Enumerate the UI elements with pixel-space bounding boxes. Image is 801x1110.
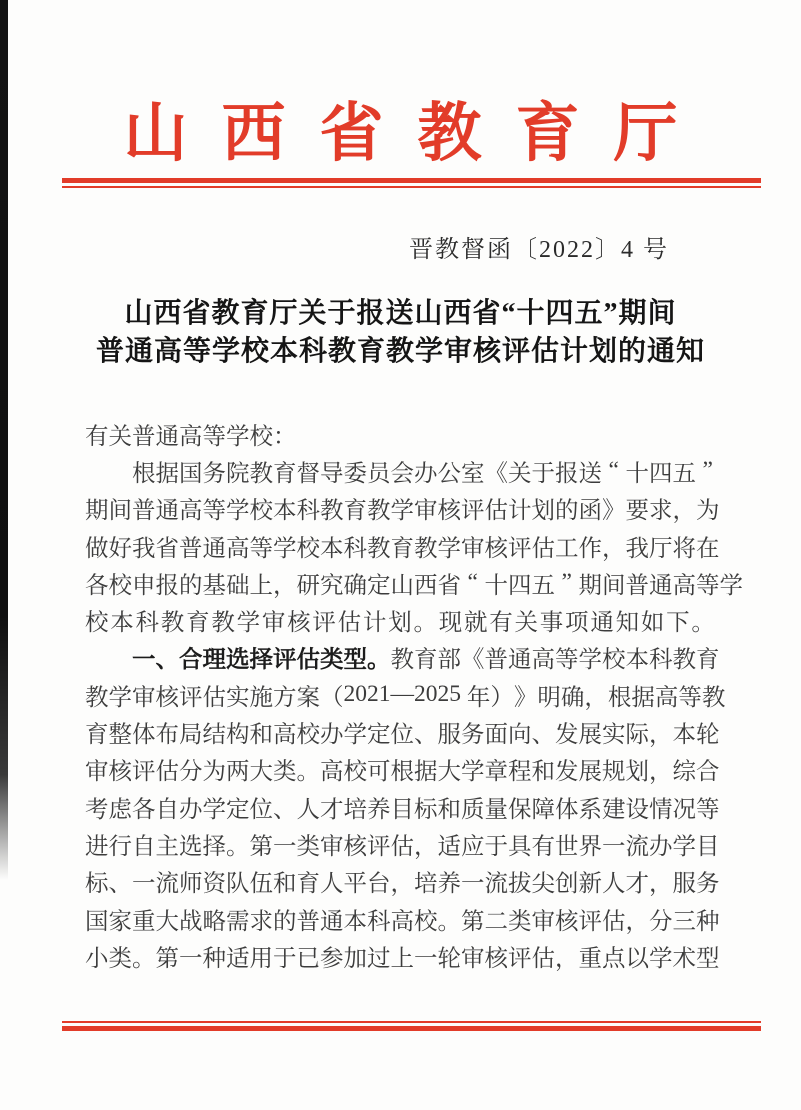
- header-rule-thin-line: [62, 186, 761, 188]
- header-rule: [62, 178, 761, 188]
- body-line: 国 家 重 大 战 略 需 求 的 普 通 本 科 高 校 。 第 二 类 审 核 评 估 ， 分 三 种: [85, 908, 720, 935]
- body-line: 标 、 一 流 师 资 队 伍 和 育 人 平 台 ， 培 养 一 流 拔 尖 创 新 人 才 ， 服 务: [85, 871, 720, 898]
- body-line: 校 本 科 教 育 教 学 审 核 评 估 计 划 。 现 就 有 关 事 项 通 知 如 下 。: [85, 610, 715, 637]
- body-line: 有 关 普 通 高 等 学 校 ：: [85, 423, 297, 450]
- body-line: 根 据 国 务 院 教 育 督 导 委 员 会 办 公 室 《 关 于 报 送 “ 十 四 五 ”: [132, 457, 713, 487]
- body-line: 进 行 自 主 选 择 。 第 一 类 审 核 评 估 ， 适 应 于 具 有 世 界 一 流 办 学 目: [85, 833, 720, 860]
- document-title-line2: 普通高等学校本科教育教学审核评估计划的通知: [95, 335, 705, 367]
- document-title: [0, 295, 801, 370]
- body-line: 各 校 申 报 的 基 础 上 ， 研 究 确 定 山 西 省 “ 十 四 五 ” 期 间 普 通 高 等 学: [85, 569, 743, 599]
- document-title-line1: 山西省教育厅关于报送山西省“十四五”期间: [124, 298, 677, 329]
- body-line: 教 学 审 核 评 估 实 施 方 案 （ 2021 — 2025 年 ） 》 明 确 ， 根 据 高 等 教: [85, 681, 726, 711]
- body-line: 期 间 普 通 高 等 学 校 本 科 教 育 教 学 审 核 评 估 计 划 的 函 》 要 求 ， 为: [85, 498, 720, 525]
- footer-rule-thick-line: [62, 1026, 761, 1031]
- header-rule-thick-line: [62, 178, 761, 183]
- footer-rule-thin-line: [62, 1021, 761, 1023]
- document-body: [85, 415, 743, 974]
- agency-name: 山西省教育厅: [123, 98, 712, 169]
- body-line: 育 整 体 布 局 结 构 和 高 校 办 学 定 位 、 服 务 面 向 、 发 展 实 际 ， 本 轮: [85, 722, 720, 749]
- body-line: 做 好 我 省 普 通 高 等 学 校 本 科 教 育 教 学 审 核 评 估 工 作 ， 我 厅 将 在: [85, 535, 720, 562]
- body-line: 一 、 合 理 选 择 评 估 类 型 。 教 育 部 《 普 通 高 等 学 校 本 科 教 育: [132, 646, 720, 674]
- body-line: 考 虑 各 自 办 学 定 位 、 人 才 培 养 目 标 和 质 量 保 障 体 系 建 设 情 况 等: [85, 796, 720, 823]
- body-line: 审 核 评 估 分 为 两 大 类 。 高 校 可 根 据 大 学 章 程 和 发 展 规 划 ， 综 合: [85, 759, 720, 786]
- body-line: 小 类 。 第 一 种 适 用 于 已 参 加 过 上 一 轮 审 核 评 估 ， 重 点 以 学 术 型: [85, 945, 720, 972]
- document-number: 晋教督函〔2022〕4 号: [409, 237, 669, 263]
- footer-rule: [62, 1021, 761, 1031]
